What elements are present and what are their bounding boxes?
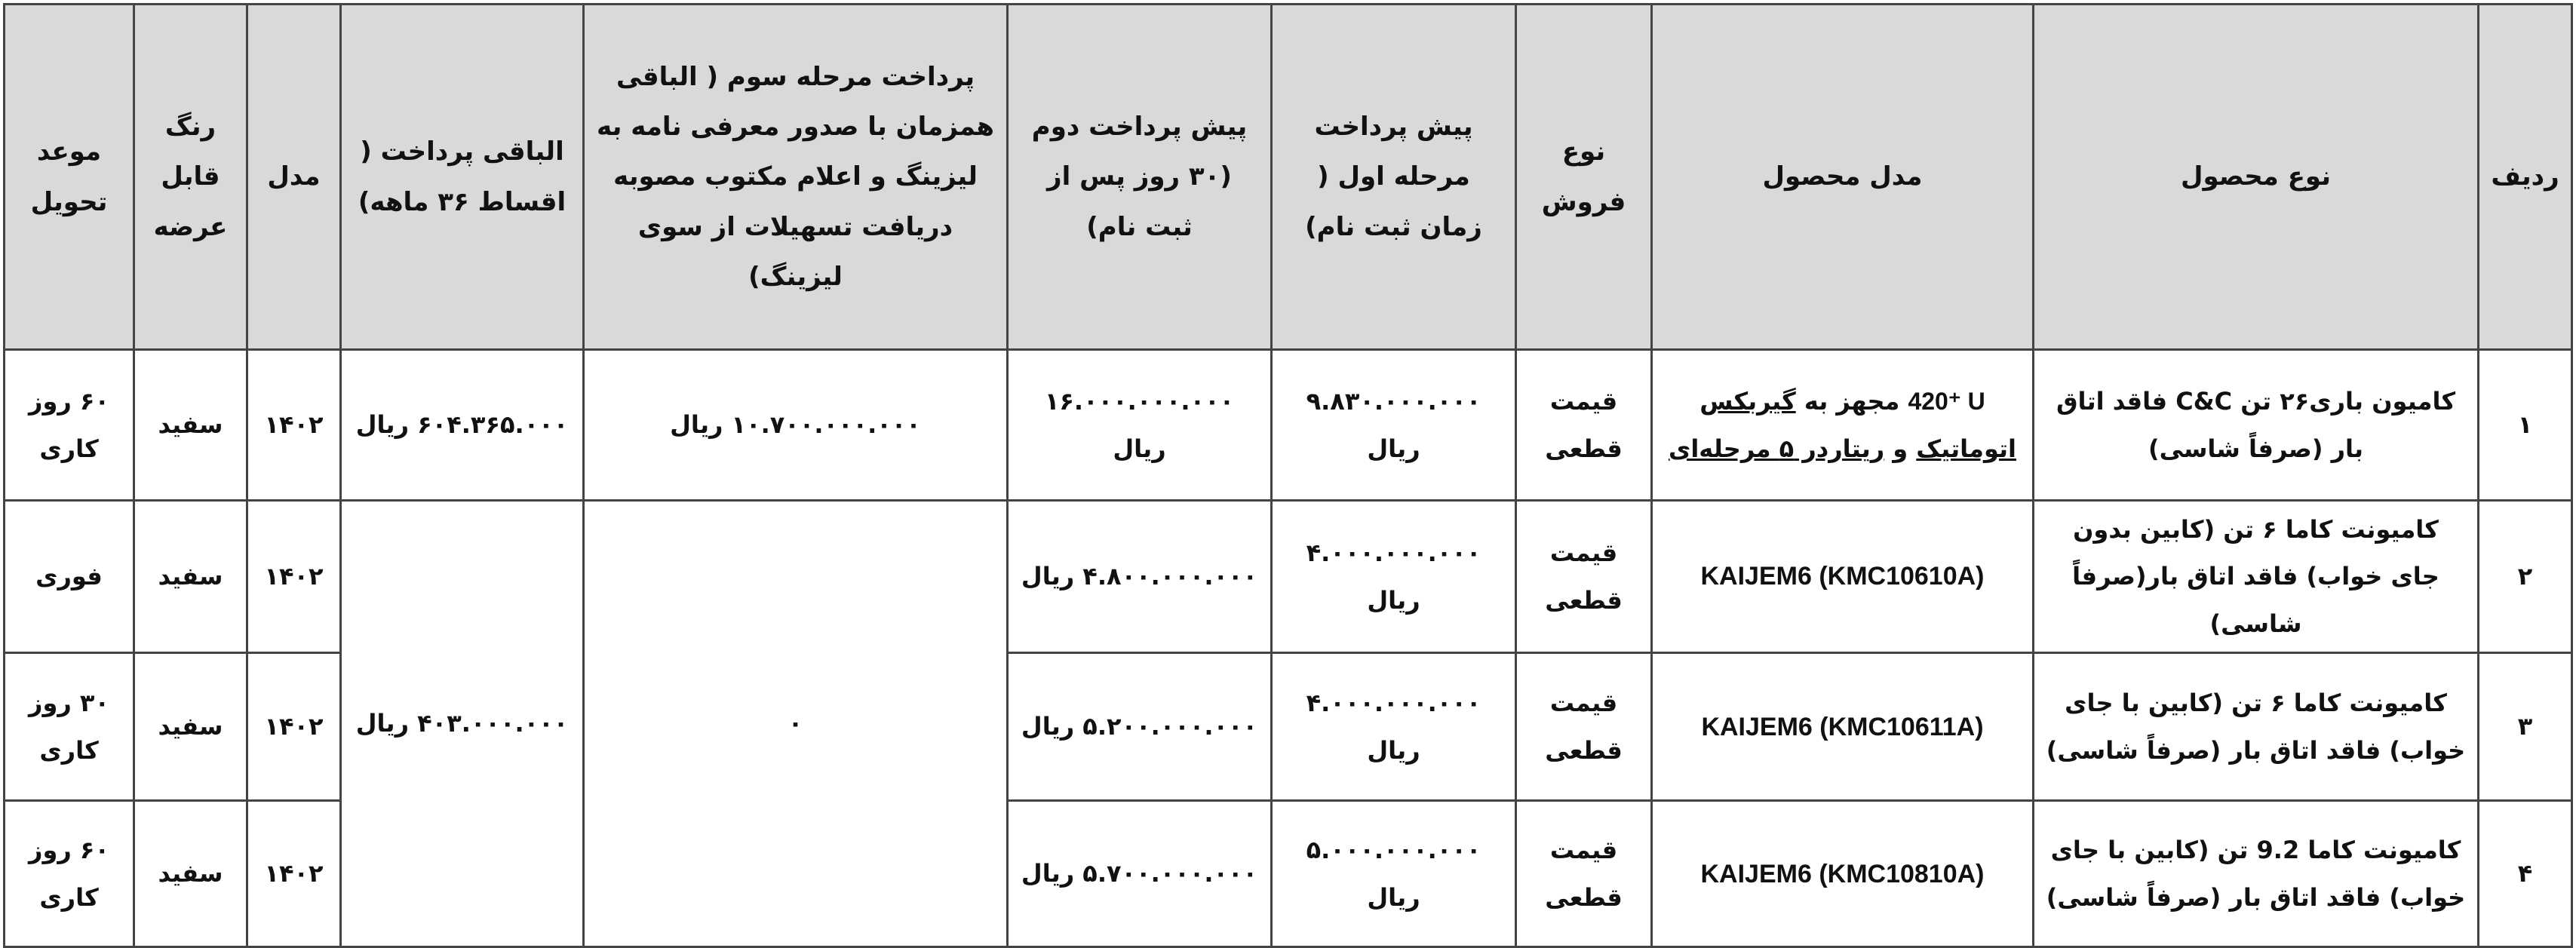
delivery-time: ۶۰ روز کاری [5, 350, 134, 501]
model-year: ۱۴۰۲ [247, 350, 341, 501]
header-payment-3: پرداخت مرحله سوم ( الباقی همزمان با صدور معرفی نامه به لیزینگ و اعلام مکتوب مصوبه دریافت تسهیلات از سوی لیزینگ) [584, 5, 1008, 350]
product-type: کامیونت کاما ۶ تن (کابین بدون جای خواب) فاقد اتاق بار(صرفاً شاسی) [2034, 501, 2479, 653]
table-row [5, 501, 2572, 653]
color: سفید [134, 501, 247, 653]
prepayment-2: ۵.۲۰۰.۰۰۰.۰۰۰ ریال [1008, 653, 1272, 801]
header-delivery: موعد تحویل [5, 5, 134, 350]
product-type: کامیون باری۲۶ تن C&C فاقد اتاق بار (صرفاً شاسی) [2034, 350, 2479, 501]
header-row-no: ردیف [2479, 5, 2572, 350]
row-number: ۴ [2479, 801, 2572, 947]
product-model-automatic: اتوماتیک [1916, 434, 2017, 463]
sale-type: قیمت قطعی [1516, 350, 1652, 501]
row-number: ۱ [2479, 350, 2572, 501]
prepayment-1: ۴.۰۰۰.۰۰۰.۰۰۰ ریال [1272, 653, 1516, 801]
table-row [5, 350, 2572, 501]
prepayment-1: ۴.۰۰۰.۰۰۰.۰۰۰ ریال [1272, 501, 1516, 653]
product-model [1652, 501, 2034, 653]
row-number: ۳ [2479, 653, 2572, 801]
delivery-time: ۳۰ روز کاری [5, 653, 134, 801]
model-year: ۱۴۰۲ [247, 653, 341, 801]
header-color: رنگ قابل عرضه [134, 5, 247, 350]
header-remaining-payment: الباقی پرداخت ( اقساط ۳۶ ماهه) [341, 5, 584, 350]
product-model-code: 420⁺ U [1908, 388, 1985, 416]
product-model-line-1 [1663, 378, 2022, 425]
product-model-code: KAIJEM6 (KMC10610A) [1700, 562, 1985, 591]
color: سفید [134, 801, 247, 947]
prepayment-2: ۴.۸۰۰.۰۰۰.۰۰۰ ریال [1008, 501, 1272, 653]
product-model-line-2 [1663, 425, 2022, 472]
product-model [1652, 653, 2034, 801]
remaining-payment: ۶۰۴.۳۶۵.۰۰۰ ریال [341, 350, 584, 501]
prepayment-2: ۵.۷۰۰.۰۰۰.۰۰۰ ریال [1008, 801, 1272, 947]
header-product-model: مدل محصول [1652, 5, 2034, 350]
product-model-gearbox: گیربکس [1699, 387, 1796, 416]
product-model-retarder: ریتاردر ۵ مرحله‌ای [1668, 434, 1885, 463]
prepayment-1: ۵.۰۰۰.۰۰۰.۰۰۰ ریال [1272, 801, 1516, 947]
row-number: ۲ [2479, 501, 2572, 653]
prepayment-1: ۹.۸۳۰.۰۰۰.۰۰۰ ریال [1272, 350, 1516, 501]
header-prepayment-2: پیش پرداخت دوم (۳۰ روز پس از ثبت نام) [1008, 5, 1272, 350]
sales-price-table [3, 3, 2573, 948]
header-sale-type: نوع فروش [1516, 5, 1652, 350]
product-model-text: مجهز به [1804, 387, 1900, 416]
product-model-code: KAIJEM6 (KMC10611A) [1701, 712, 1984, 741]
product-model [1652, 350, 2034, 501]
sale-type: قیمت قطعی [1516, 653, 1652, 801]
product-model [1652, 801, 2034, 947]
model-year: ۱۴۰۲ [247, 801, 341, 947]
model-year: ۱۴۰۲ [247, 501, 341, 653]
table-header-row [5, 5, 2572, 350]
sale-type: قیمت قطعی [1516, 801, 1652, 947]
product-model-code: KAIJEM6 (KMC10810A) [1700, 859, 1985, 888]
delivery-time: ۶۰ روز کاری [5, 801, 134, 947]
header-prepayment-1: پیش پرداخت مرحله اول ( زمان ثبت نام) [1272, 5, 1516, 350]
color: سفید [134, 653, 247, 801]
payment-3: ۰ [584, 501, 1008, 947]
product-model-and: و [1893, 434, 1908, 463]
payment-3: ۱۰.۷۰۰.۰۰۰.۰۰۰ ریال [584, 350, 1008, 501]
product-type: کامیونت کاما ۶ تن (کابین با جای خواب) فاقد اتاق بار (صرفاً شاسی) [2034, 653, 2479, 801]
sale-type: قیمت قطعی [1516, 501, 1652, 653]
color: سفید [134, 350, 247, 501]
header-product-type: نوع محصول [2034, 5, 2479, 350]
header-model-year: مدل [247, 5, 341, 350]
remaining-payment: ۴۰۳.۰۰۰.۰۰۰ ریال [341, 501, 584, 947]
product-type: کامیونت کاما 9.2 تن (کابین با جای خواب) فاقد اتاق بار (صرفاً شاسی) [2034, 801, 2479, 947]
prepayment-2: ۱۶.۰۰۰.۰۰۰.۰۰۰ ریال [1008, 350, 1272, 501]
delivery-time: فوری [5, 501, 134, 653]
